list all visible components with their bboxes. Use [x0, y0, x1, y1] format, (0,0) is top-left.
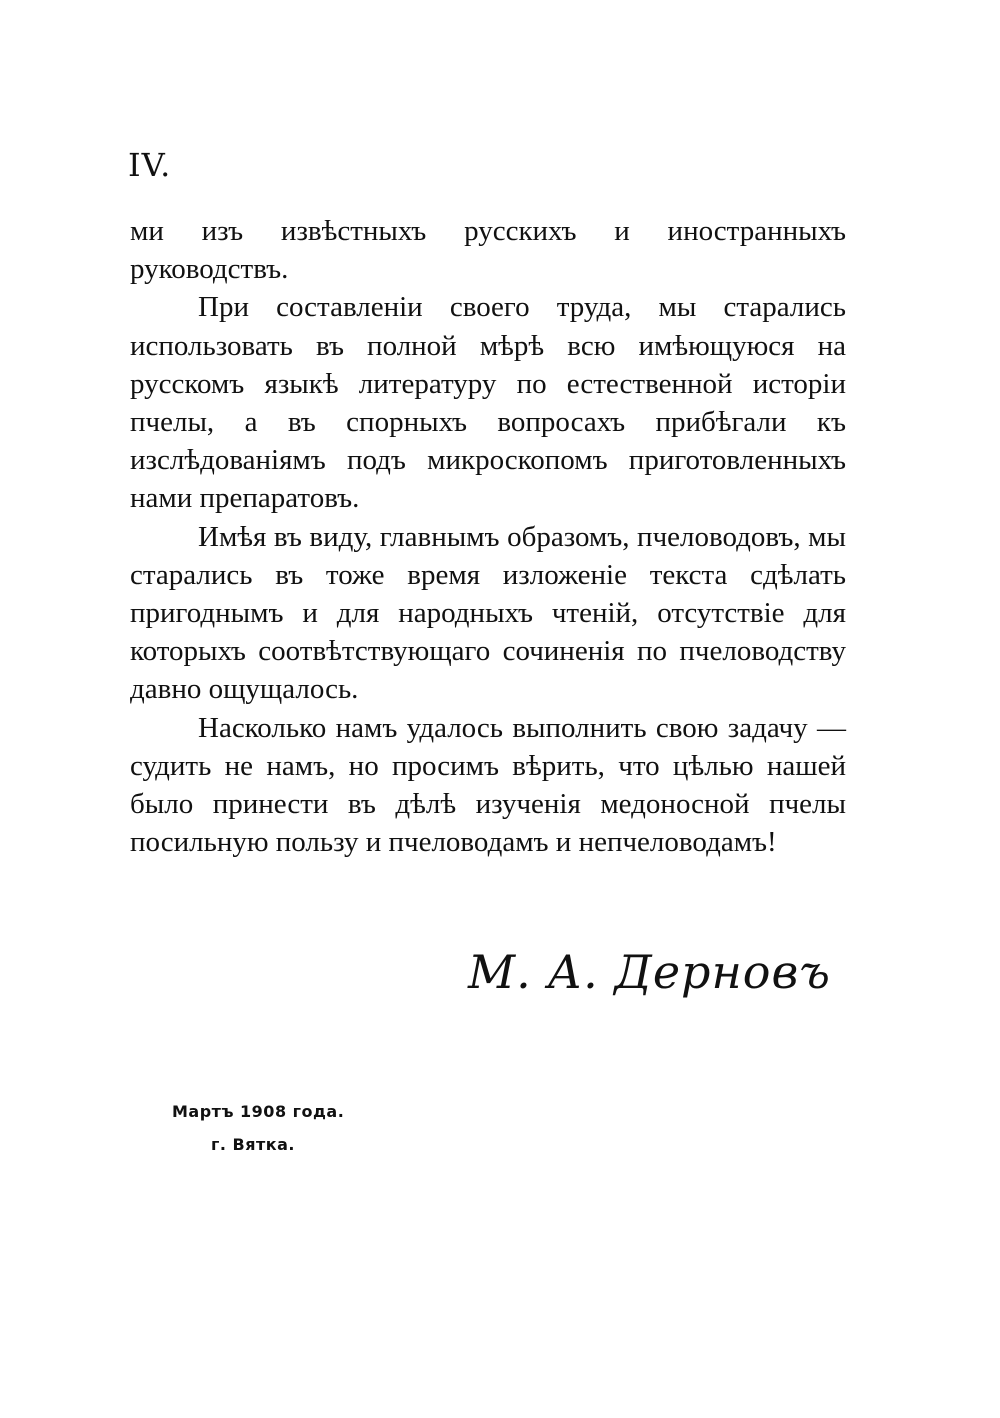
- place-line: г. Вятка.: [211, 1135, 295, 1154]
- paragraph-continuation: ми изъ извѣстныхъ русскихъ и иностранныхъ руководствъ.: [130, 215, 846, 286]
- body-text: [130, 212, 846, 861]
- paragraph-sources: При составленіи своего труда, мы старались использовать въ полной мѣрѣ всю имѣющуюся на русскомъ языкѣ литературу по естественной исторіи пчелы, а въ спорныхъ вопросахъ прибѣгали къ изслѣдованіямъ подъ микроскопомъ приготовленныхъ нами препаратовъ.: [130, 291, 846, 515]
- author-signature: М. А. Дерновъ: [468, 945, 831, 999]
- paragraph-conclusion: Насколько намъ удалось выполнить свою задачу — судить не намъ, но просимъ вѣрить, что цѣлью нашей было принести въ дѣлѣ изученія медоносной пчелы посильную пользу и пчеловодамъ и непчеловодамъ!: [130, 711, 846, 859]
- date-line: Мартъ 1908 года.: [172, 1102, 345, 1121]
- page-number: IV.: [128, 146, 172, 184]
- paragraph-audience: Имѣя въ виду, главнымъ образомъ, пчеловодовъ, мы старались въ тоже время изложеніе текста сдѣлать пригоднымъ и для народныхъ чтеній, отсутствіе для которыхъ соотвѣтствующаго сочиненія по пчеловодству давно ощущалось.: [130, 520, 846, 706]
